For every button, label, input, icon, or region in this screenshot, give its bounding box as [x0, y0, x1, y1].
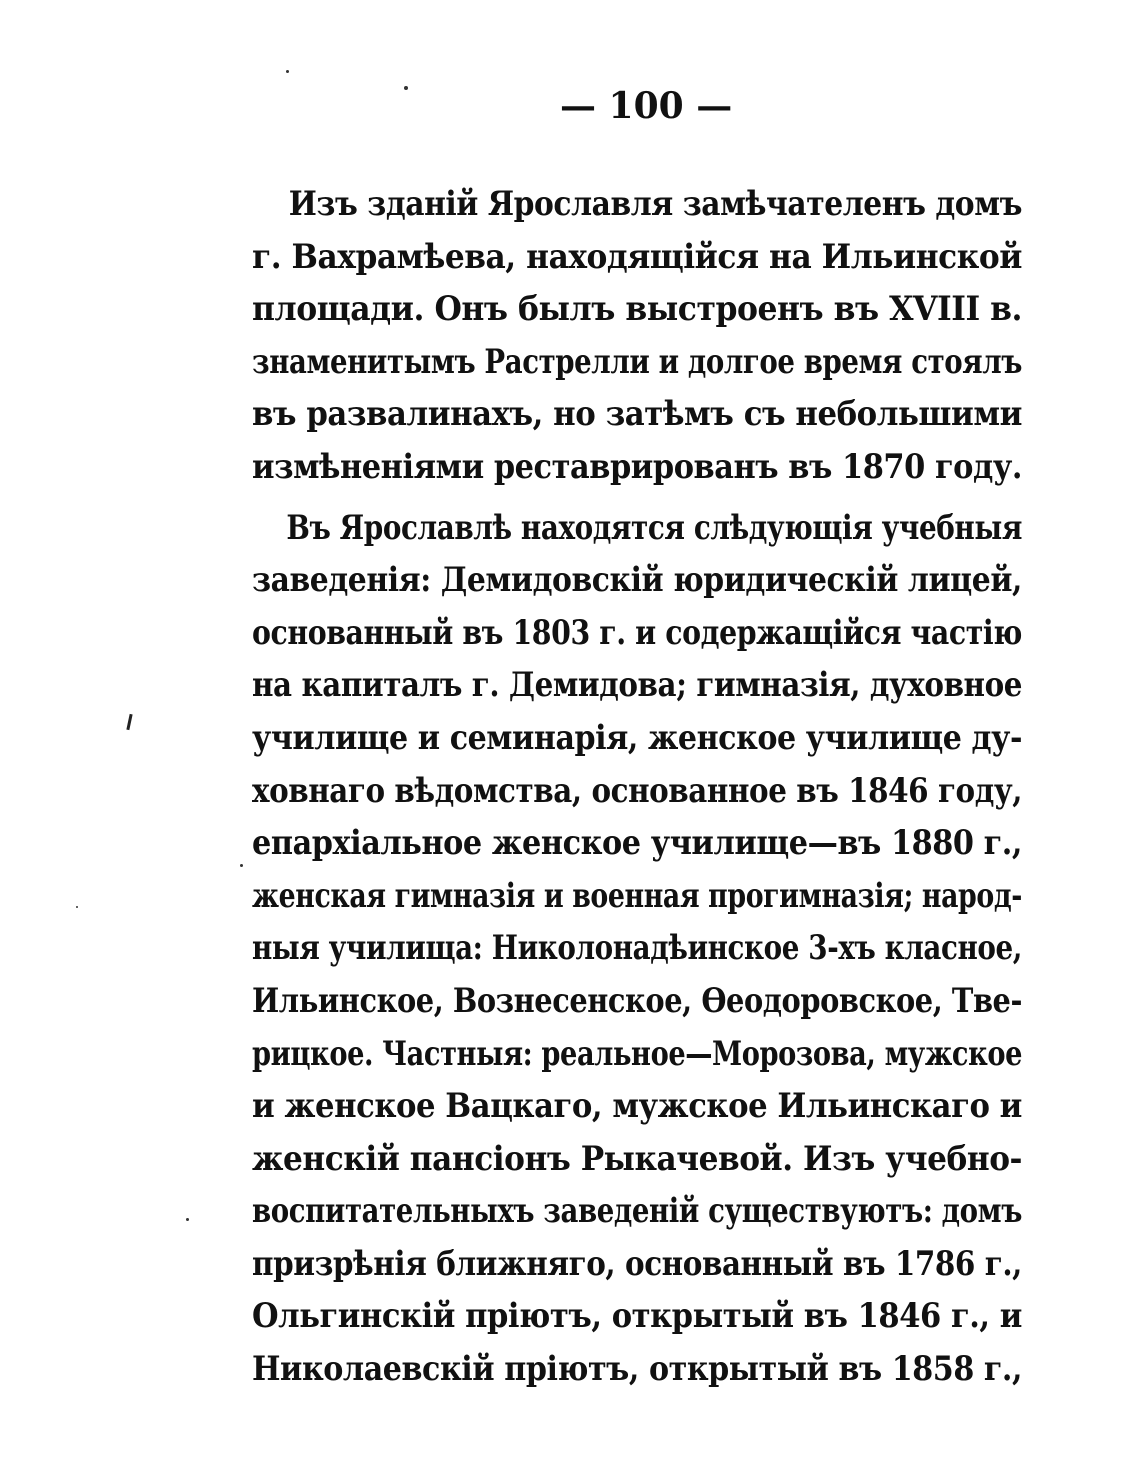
text-line: женскій пансіонъ Рыкачевой. Изъ учебно-: [252, 1138, 1023, 1179]
text-line: Ольгинскій пріютъ, открытый въ 1846 г., и: [252, 1296, 1022, 1337]
text-line: женская гимназія и военная прогимназія; народ-: [252, 875, 1022, 916]
text-line: Ильинское, Вознесенское, Ѳеодоровское, Тве-: [252, 980, 1023, 1021]
text-line: рицкое. Частныя: реальное—Морозова, мужское: [252, 1033, 1023, 1074]
text-line: знаменитымъ Растрелли и долгое время стоялъ: [252, 341, 1023, 382]
text-line: воспитательныхъ заведеній существуютъ: домъ: [252, 1191, 1022, 1232]
text-line: измѣненіями реставрированъ въ 1870 году.: [252, 446, 1022, 487]
text-line: на капиталъ г. Демидова; гимназія, духовное: [252, 665, 1023, 706]
print-speck: [240, 864, 243, 867]
text-line: основанный въ 1803 г. и содержащійся частію: [252, 612, 1022, 653]
body-text: [252, 178, 1022, 1396]
print-speck: [286, 70, 289, 73]
paragraph-schools: [252, 502, 1022, 1396]
text-line: заведенія: Демидовскій юридическій лицей,: [252, 560, 1022, 601]
text-line: Изъ зданій Ярославля замѣчателенъ домъ: [288, 184, 1023, 224]
print-speck: [76, 906, 78, 908]
text-line: епархіальное женское училище—въ 1880 г.,: [252, 823, 1022, 864]
text-line: ныя училища: Николонадѣинское 3-хъ класное,: [252, 928, 1022, 969]
text-line: Николаевскій пріютъ, открытый въ 1858 г.,: [252, 1349, 1023, 1390]
print-speck: [404, 86, 408, 90]
page-number: — 100 —: [560, 85, 733, 127]
text-line: г. Вахрамѣева, находящійся на Ильинской: [252, 236, 1022, 277]
text-line: призрѣнія ближняго, основанный въ 1786 г.,: [252, 1243, 1022, 1284]
text-line: училище и семинарія, женское училище ду-: [252, 717, 1023, 758]
text-line: ховнаго вѣдомства, основанное въ 1846 году,: [252, 770, 1023, 811]
paragraph-buildings: [252, 178, 1022, 494]
text-line: въ развалинахъ, но затѣмъ съ небольшими: [252, 394, 1023, 435]
text-line: площади. Онъ былъ выстроенъ въ XVIII в.: [252, 289, 1023, 330]
print-mark: [126, 714, 132, 730]
paragraph-gap: [252, 494, 1022, 502]
print-speck: [186, 1218, 189, 1221]
text-line: Въ Ярославлѣ находятся слѣдующія учебныя: [286, 507, 1023, 548]
text-line: и женское Вацкаго, мужское Ильинскаго и: [252, 1086, 1022, 1127]
